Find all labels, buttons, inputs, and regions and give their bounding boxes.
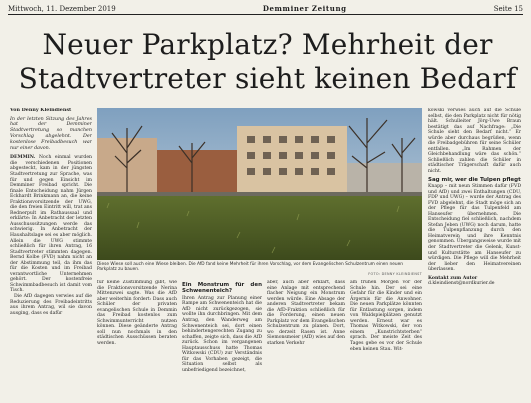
article-photo: [97, 108, 422, 260]
body-paragraph: DEMMIN. Noch einmal wurden die verschiedenen Positionen abgesteckt, kam in der jüngsten Stadtvertretung zur Sprache, was für und gegen Einsicht im Demminer Freibad spricht. Die finale Entscheidung nahm Jürgen Eckhardt Brinkmann an, die keine Fraktionsvorsitzende der UWG, die den freien Eintritt will, trat ans Rednerpult im Rathaussaal und erklärte: In Anbetracht der letzten Ausschusssitzungen werde das schwierig. In Anbetracht der Haushaltslage sei es aber möglich. Allein die UWG stimmte schließlich für ihren Antrag, 16 Stadtvertreter stimmten dagegen. Bernd Kolbe (FVD) nahm nicht an der Abstimmung teil, da ihm das für die Kosten und im Freibad verantwortliche Unternehmen gehört. Der kostenfreie Schwimmbadbesuch ist damit vom Tisch.: [10, 155, 92, 294]
author-byline: Von Denny Kleindienst: [10, 108, 72, 113]
column-5: [350, 280, 422, 398]
body-paragraph: am frühen Morgen vor der Schule hin. Der sei eine Gefahr für die Kinder und ein Ärgernis für die Anwohner. Die neuen Parkplätze könnten für Entlastung sorgen, indem von Waldspielplätzen genutzt werden. Erneut war es Thomas Witkowski, der von einem „Kunstrichtsterben“ sprach. Der meiste Zeit des Tages gebe es vor der Schule eben keinen Stau. Wit-: [350, 280, 422, 352]
schoolyard-meadow-image: [97, 108, 422, 260]
author-contact-email: d.kleindienst@nordkurier.de: [428, 281, 495, 287]
column-6: [428, 108, 521, 400]
article-intro: In der letzten Sitzung des Jahres hat der Demminer Stadtvertretung so manchen Vorschlag abgelehnt. Der kostenlose Freibadbesuch war nur einer davon.: [10, 116, 92, 151]
section-subhead: Ein Monstrum für den Schwenenteich?: [182, 282, 262, 295]
photo-credit: FOTO: DENNY KLEINDIENST: [368, 272, 422, 276]
column-1: [10, 108, 92, 398]
column-2: [97, 280, 177, 398]
issue-date: Mittwoch, 11. Dezember 2019: [8, 4, 116, 13]
body-paragraph: Die AfD dagegen verwies auf die Reduzierung des Freibadeintritts aus ihrem Antrag, wil sie davon ausging, dass es dafür: [10, 294, 92, 316]
body-paragraph: für keine Zustimmung gibt, wie die Fraktionsvorsitzende Nerina Mittenzwei sagte. Was die AfD aber weiterhin fordert: Dass auch Schüler der privaten evangelischen Schule in Demmin das Freibad kostenlos zum Schwimmunterricht nutzen können. Diese geänderte Antrag soll nun nochmals in den städtischen Ausschüssen beraten werden.: [97, 280, 177, 347]
body-paragraph: Ihren Antrag zur Planung einer Rampe am Schwenenteich hat die AfD nicht zurückgezogen, sie wollte ihn durchbringen. Mit dem Antrag, den Wanderweg am Schwenenteich sei, dort einen behindertengerechten Zugang zu schaffen, zeigte sich, dass die AfD zurück. Schon im vergangenen Hauptausschuss hatte Thomas Witkowski (CDU) zur Verständnis für das Vorhaben gezeigt, die Situation selbst als unbefriedigend bezeichnet,: [182, 295, 262, 373]
page-header: [8, 3, 523, 15]
article-headline: Neuer Parkplatz? Mehrheit der Stadtvertreter sieht keinen Bedarf: [18, 28, 517, 95]
column-3: [182, 280, 262, 398]
body-paragraph: kowski verwies auch auf die Schule selbst, die den Parkplatz nicht für nötig hält. Schulleiter Jörg-Uwe Braun bestätigt das auf Nachfrage: „Die Schule sieht den Bedarf nicht.“ Er würde aber durchaus begrüßen, wenn die Freibadgebühren für seine Schüler entfallen. „Im Rahmen der Gleichbehandlung wäre das schön.“ Schließlich zahlen die Schüler in städtischer Trägerschaft dafür auch nicht.: [428, 108, 521, 175]
newspaper-name: Demminer Zeitung: [262, 4, 347, 13]
photo-caption: Diese Wiese soll auch eine Wiese bleiben. Die AfD fand keine Mehrheit für ihren Vorschlag, vor dem Evangelischen Schulzentrum einen neuen Parkplatz zu bauen.: [97, 262, 403, 272]
column-4: [267, 280, 345, 398]
section-subhead: Sag mir, wer die Tulpen pflegt: [428, 176, 521, 183]
page-number: Seite 15: [493, 4, 523, 13]
dateline: DEMMIN.: [10, 155, 36, 161]
body-paragraph: Knapp – mit neun Stimmen dafür (FVD und AfD) und zwei Enthaltungen (CDU, FDP und UWG) – wurde der Antrag des FVD abgelehnt, die Stadt möge sich an der Pflege für das Tulpenfeld am Hanseufer übernehmen. Die Entscheidung fiel schließlich, nachdem Stefan Jeben (UWG) noch darum, hatte die Tulpenpflanzung durch den Heimatverein und ihre Kenntnis genommen. Übergangsweise wurde mit der Stadtvertreter die Gelenk, Kunst- und Kulturstätte am Hanseufer zu würdigen. Die Pflege will die Mehrheit der lieber den Heimatvereinen überlassen.: [428, 183, 521, 273]
author-contact-label: Kontakt zum Autor: [428, 275, 478, 281]
body-paragraph: aber, auch aber erklärt, dass eine Anlage mit entsprechend flacher Neigung ein Monstrum werden würde. Eine Absage der anderen Stadtvertreter bekam die AfD-Fraktion schließlich für die Forderung, einen neuen Parkplatz vor dem Evangelischen Schulzentrum zu planen. Dort, wo derzeit Rasen ist. Anne Siemonsmeier (AfD) wies auf den starken Verkehr: [267, 280, 345, 347]
